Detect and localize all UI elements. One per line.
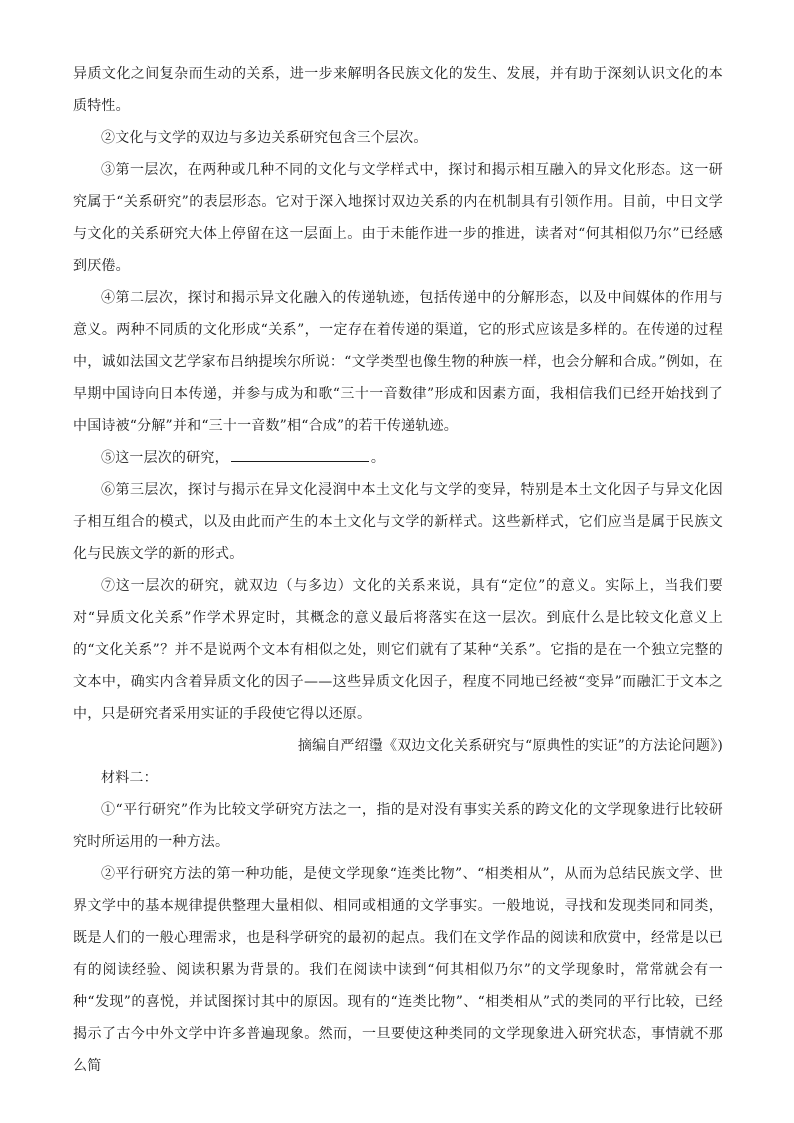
- source-citation: 摘编自严绍璗《双边文化关系研究与“原典性的实证”的方法论问题》): [297, 738, 723, 754]
- article-body: [73, 58, 723, 1082]
- answer-blank[interactable]: [231, 447, 369, 462]
- blank-prefix: ⑤这一层次的研究，: [101, 450, 229, 466]
- blank-suffix: 。: [370, 450, 386, 466]
- material-two-heading: 材料二：: [101, 770, 158, 786]
- paragraph-7: ⑦这一层次的研究，就双边（与多边）文化的关系来说，具有“定位”的意义。实际上，当我们要对“异质文化关系”作学术界定时，其概念的意义最后将落实在这一层次。到底什么是比较文化意义上的“文化关系”？并不是说两个文本有相似之处，则它们就有了某种“关系”。它指的是在一个独立完整的文本中，确实内含着异质文化的因子——这些异质文化因子，程度不同地已经被“变异”而融汇于文本之中，只是研究者采用实证的手段使它得以还原。: [73, 578, 723, 722]
- paragraph-2: ②文化与文学的双边与多边关系研究包含三个层次。: [101, 130, 428, 146]
- material-two-paragraph-2: ②平行研究方法的第一种功能，是使文学现象“连类比物”、“相类相从”，从而为总结民族文学、世界文学中的基本规律提供整理大量相似、相同或相通的文学事实。一般地说，寻找和发现类同和同类，既是人们的一般心理需求，也是科学研究的最初的起点。我们在文学作品的阅读和欣赏中，经常是以已有的阅读经验、阅读积累为背景的。我们在阅读中读到“何其相似乃尔”的文学现象时，常常就会有一种“发现”的喜悦，并试图探讨其中的原因。现有的“连类比物”、“相类相从”式的类同的平行比较，已经揭示了古今中外文学中许多普遍现象。然而，一旦要使这种类同的文学现象进入研究状态，事情就不那么简: [73, 866, 723, 1074]
- material-two-paragraph-1: ①“平行研究”作为比较文学研究方法之一，指的是对没有事实关系的跨文化的文学现象进行比较研究时所运用的一种方法。: [73, 802, 723, 850]
- paragraph-4: ④第二层次，探讨和揭示异文化融入的传递轨迹，包括传递中的分解形态，以及中间媒体的作用与意义。两种不同质的文化形成“关系”，一定存在着传递的渠道，它的形式应该是多样的。在传递的过程中，诚如法国文艺学家布吕纳提埃尔所说：“文学类型也像生物的种族一样，也会分解和合成。”例如，在早期中国诗向日本传递，并参与成为和歌“三十一音数律”形成和因素方面，我相信我们已经开始找到了中国诗被“分解”并和“三十一音数”相“合成”的若干传递轨迹。: [73, 290, 723, 434]
- paragraph-6: ⑥第三层次，探讨与揭示在异文化浸润中本土文化与文学的变异，特别是本土文化因子与异文化因子相互组合的模式，以及由此而产生的本土文化与文学的新样式。这些新样式，它们应当是属于民族文化与民族文学的新的形式。: [73, 482, 723, 562]
- paragraph-5-fill-blank: [73, 442, 723, 474]
- paragraph-continuation: 异质文化之间复杂而生动的关系，进一步来解明各民族文化的发生、发展，并有助于深刻认识文化的本质特性。: [73, 66, 723, 114]
- paragraph-3: ③第一层次，在两种或几种不同的文化与文学样式中，探讨和揭示相互融入的异文化形态。这一研究属于“关系研究”的表层形态。它对于深入地探讨双边关系的内在机制具有引领作用。目前，中日文学与文化的关系研究大体上停留在这一层面上。由于未能作进一步的推进，读者对“何其相似乃尔”已经感到厌倦。: [73, 162, 723, 274]
